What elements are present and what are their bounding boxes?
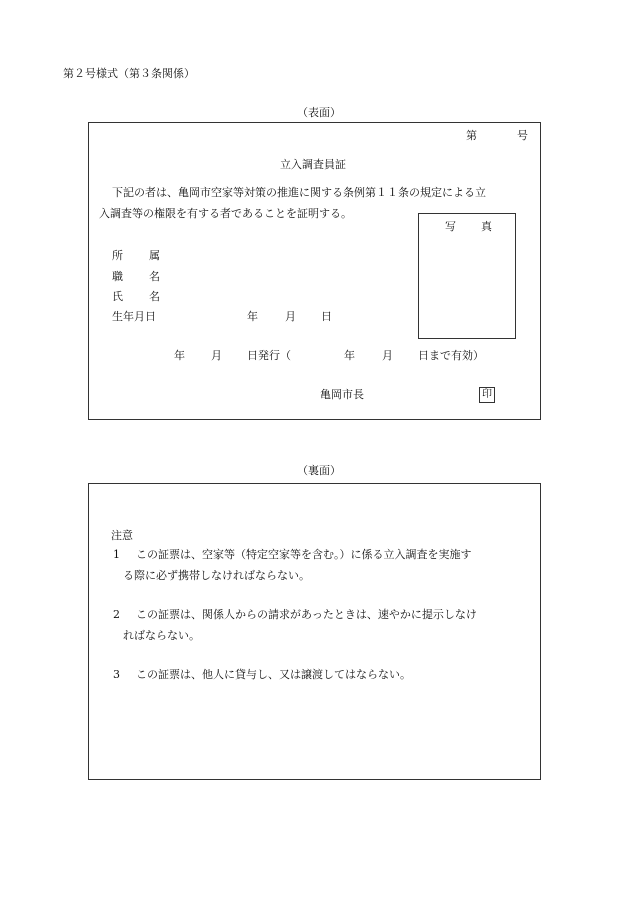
back-side-label: （裏面） <box>297 464 341 477</box>
field-birthdate: 生年月日 <box>112 310 156 323</box>
notice-2-num: 2 <box>113 608 120 621</box>
notice-1-num: 1 <box>113 548 120 561</box>
photo-label-1: 写 <box>445 220 456 233</box>
number-dai: 第 <box>466 129 477 142</box>
notice-heading: 注意 <box>111 529 133 542</box>
birth-month: 月 <box>285 310 296 323</box>
issue-year: 年 <box>174 349 185 362</box>
birth-day: 日 <box>321 310 332 323</box>
issue-month: 月 <box>211 349 222 362</box>
front-card <box>88 122 541 420</box>
issue-day: 日発行（ <box>247 349 291 362</box>
notice-2-line2: ればならない。 <box>123 629 200 642</box>
notice-1-line2: る際に必ず携帯しなければならない。 <box>123 569 310 582</box>
form-label: 第２号様式（第３条関係） <box>63 67 195 80</box>
back-card <box>88 483 541 780</box>
valid-until: 日まで有効） <box>418 349 484 362</box>
field-shokumei-1: 職 <box>112 270 123 283</box>
valid-year: 年 <box>344 349 355 362</box>
valid-month: 月 <box>382 349 393 362</box>
notice-2-line1: この証票は、関係人からの請求があったときは、速やかに提示しなけ <box>136 608 477 621</box>
field-shokumei-2: 名 <box>149 270 160 283</box>
notice-3-line1: この証票は、他人に貸与し、又は譲渡してはならない。 <box>136 668 411 681</box>
field-shimei-1: 氏 <box>112 290 123 303</box>
field-shimei-2: 名 <box>149 290 160 303</box>
field-shozoku-2: 属 <box>149 249 160 262</box>
notice-1-line1: この証票は、空家等（特定空家等を含む。）に係る立入調査を実施す <box>136 548 472 561</box>
field-shozoku-1: 所 <box>112 249 123 262</box>
notice-3-num: 3 <box>113 668 120 681</box>
seal-mark: 印 <box>479 387 495 403</box>
body-line-2: 入調査等の権限を有する者であることを証明する。 <box>99 207 352 220</box>
photo-label-2: 真 <box>481 220 492 233</box>
card-title: 立入調査員証 <box>280 158 346 171</box>
number-go: 号 <box>517 129 528 142</box>
body-line-1: 下記の者は、亀岡市空家等対策の推進に関する条例第１１条の規定による立 <box>112 186 486 199</box>
issuer: 亀岡市長 <box>320 388 364 401</box>
birth-year: 年 <box>247 310 258 323</box>
front-side-label: （表面） <box>297 106 341 119</box>
photo-box <box>418 213 516 339</box>
